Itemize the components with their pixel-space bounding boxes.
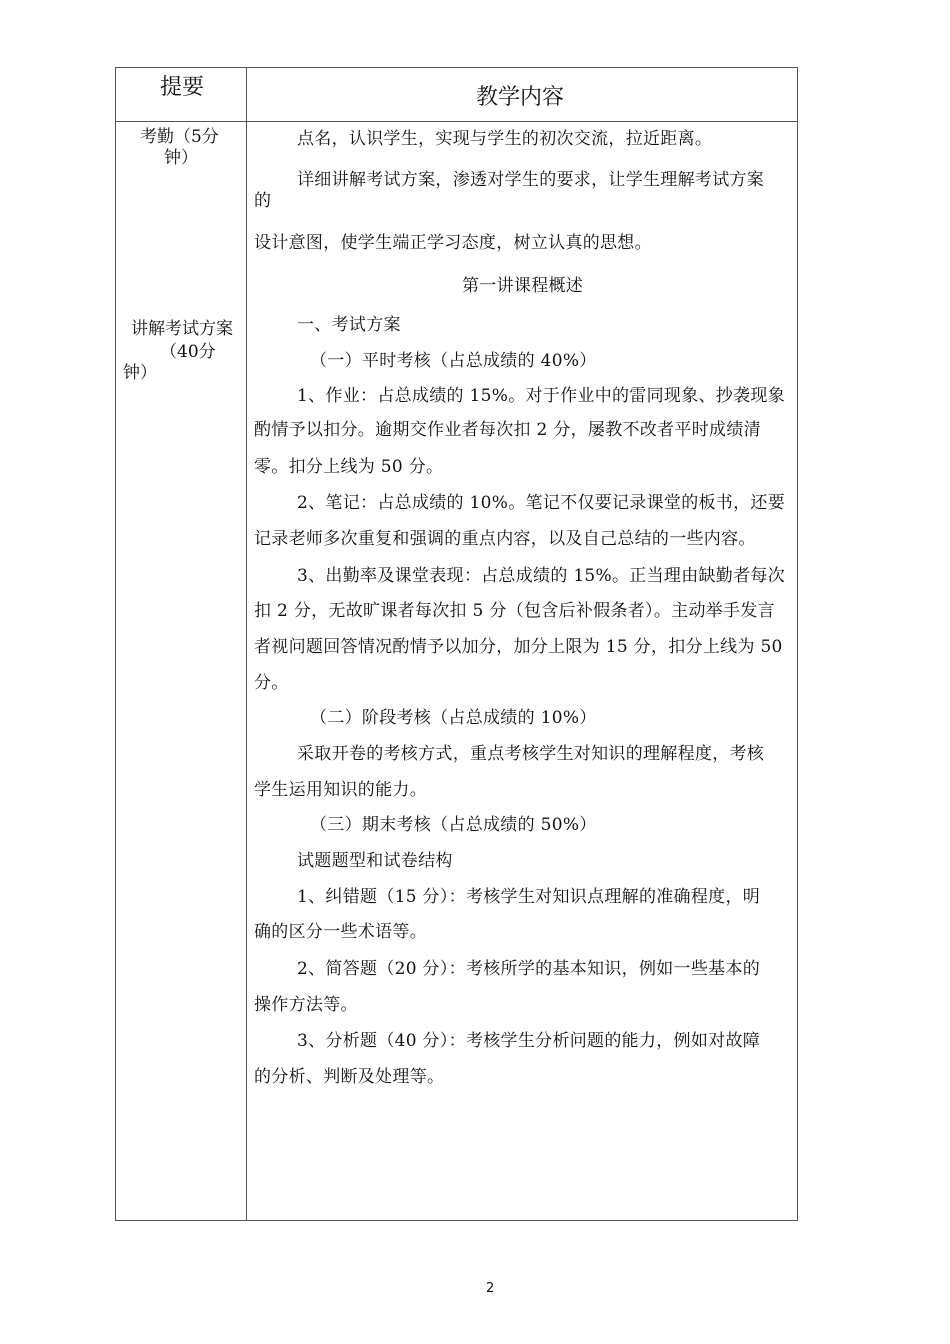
content-line: （二）阶段考核（占总成绩的 10%）	[310, 708, 597, 728]
page-number: 2	[486, 1281, 495, 1296]
header-row-divider	[115, 121, 798, 122]
content-line: 详细讲解考试方案，渗透对学生的要求，让学生理解考试方案	[297, 170, 765, 190]
content-line: （三）期末考核（占总成绩的 50%）	[310, 815, 597, 835]
content-line: 的分析、判断及处理等。	[254, 1067, 445, 1087]
content-line: 2、笔记：占总成绩的 10%。笔记不仅要记录课堂的板书，还要	[297, 493, 786, 513]
content-line: 3、分析题（40 分）：考核学生分析问题的能力，例如对故障	[297, 1031, 761, 1051]
content-line: 的	[254, 191, 272, 211]
exam-label-line3: 钟）	[123, 363, 157, 383]
content-line: （一）平时考核（占总成绩的 40%）	[310, 351, 597, 371]
content-line: 设计意图，使学生端正学习态度，树立认真的思想。	[254, 233, 652, 253]
content-header: 教学内容	[476, 85, 565, 110]
column-divider	[246, 67, 247, 1221]
content-line: 试题题型和试卷结构	[297, 851, 453, 871]
content-line: 者视问题回答情况酌情予以加分，加分上限为 15 分，扣分上线为 50	[254, 637, 783, 657]
content-line: 1、作业：占总成绩的 15%。对于作业中的雷同现象、抄袭现象	[297, 386, 786, 406]
content-line: 分。	[254, 673, 289, 693]
content-line: 点名，认识学生，实现与学生的初次交流，拉近距离。	[297, 129, 713, 149]
content-line: 3、出勤率及课堂表现：占总成绩的 15%。正当理由缺勤者每次	[297, 566, 786, 586]
content-line: 采取开卷的考核方式，重点考核学生对知识的理解程度，考核	[297, 744, 765, 764]
exam-label-line2: （40分	[160, 342, 216, 362]
section-heading: 第一讲课程概述	[462, 276, 584, 296]
content-line: 确的区分一些术语等。	[254, 922, 427, 942]
content-line: 1、纠错题（15 分）：考核学生对知识点理解的准确程度，明	[297, 887, 761, 907]
content-line: 2、简答题（20 分）：考核所学的基本知识，例如一些基本的	[297, 959, 761, 979]
content-line: 操作方法等。	[254, 995, 358, 1015]
content-line: 扣 2 分，无故旷课者每次扣 5 分（包含后补假条者）。主动举手发言	[254, 601, 775, 621]
content-line: 酌情予以扣分。逾期交作业者每次扣 2 分，屡教不改者平时成绩清	[254, 420, 761, 440]
content-line: 学生运用知识的能力。	[254, 780, 427, 800]
attendance-label-line2: 钟）	[164, 148, 198, 168]
content-line: 一、考试方案	[297, 315, 401, 335]
summary-header: 提要	[160, 75, 205, 100]
attendance-label-line1: 考勤（5分	[140, 127, 219, 147]
content-line: 记录老师多次重复和强调的重点内容，以及自己总结的一些内容。	[254, 529, 756, 549]
exam-label-line1: 讲解考试方案	[131, 319, 233, 339]
content-line: 零。扣分上线为 50 分。	[254, 457, 444, 477]
